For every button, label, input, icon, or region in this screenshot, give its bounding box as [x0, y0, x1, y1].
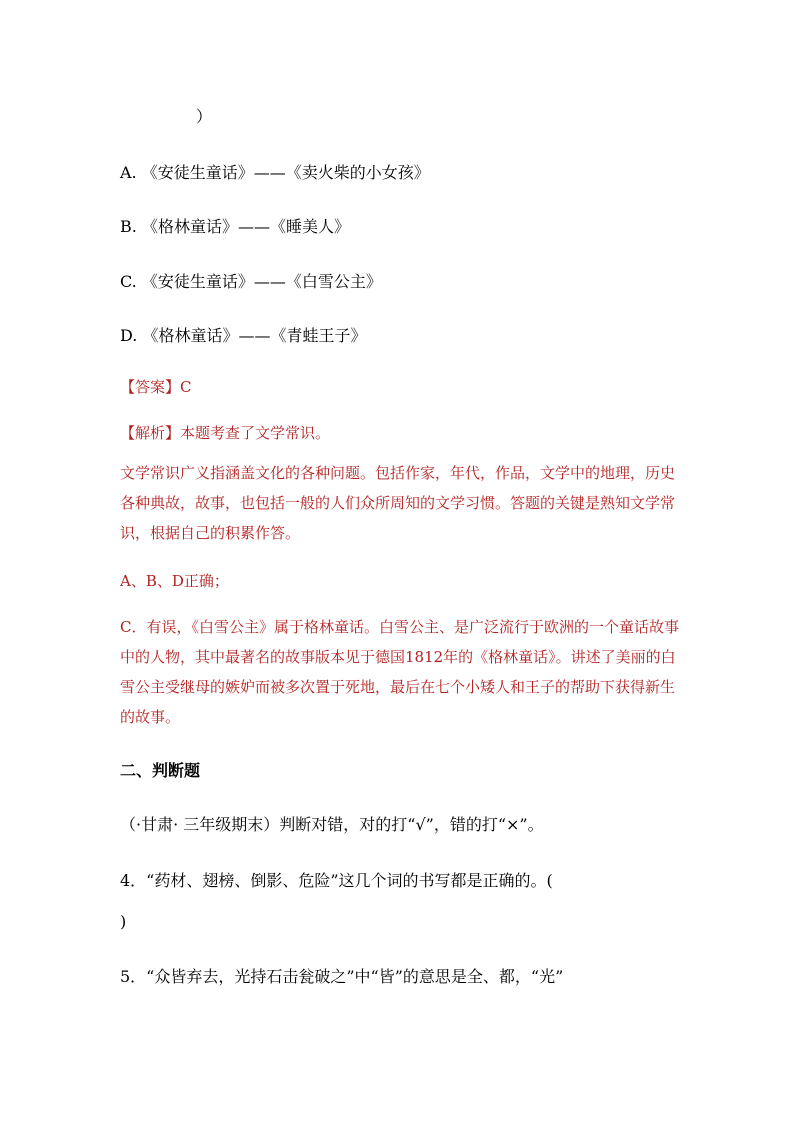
question-5-line-1: 5．“众皆弃去，光持石击瓮破之”中“皆”的意思是全、都，“光”: [120, 967, 564, 986]
analysis-correct-note: A、B、D正确；: [120, 572, 229, 590]
option-c-label: C.: [120, 272, 137, 291]
option-b: [120, 217, 350, 237]
analysis-tag: 【解析】: [120, 424, 181, 442]
option-b-label: B.: [120, 217, 137, 236]
option-d: [120, 326, 366, 346]
analysis-intro: 本题考查了文学常识。: [180, 424, 331, 442]
analysis-paragraph-1: 文学常识广义指涵盖文化的各种问题。包括作家，年代，作品，文学中的地理，历史各种典故，故事，也包括一般的人们众所周知的文学习惯。答题的关键是熟知文学常识，根据自己的积累作答。: [120, 464, 676, 542]
question-4-line-1: 4．“药材、翅榜、倒影、危险”这几个词的书写都是正确的。(: [120, 871, 553, 890]
option-a: [120, 163, 430, 183]
question-close-paren: ）: [196, 107, 213, 126]
answer-tag: 【答案】: [120, 378, 181, 396]
analysis-line: [120, 423, 330, 443]
analysis-paragraph-2: C．有误，《白雪公主》属于格林童话。白雪公主、是广泛流行于欧洲的一个童话故事中的人物，其中最著名的故事版本见于德国1812年的《格林童话》。讲述了美丽的白雪公主受继母的嫉妒而被多次置于死地，最后在七个小矮人和王子的帮助下获得新生的故事。: [120, 618, 679, 726]
option-a-text: 《安徒生童话》——《卖火柴的小女孩》: [141, 163, 430, 182]
option-d-label: D.: [120, 326, 138, 345]
answer-value: C: [180, 378, 192, 396]
option-a-label: A.: [120, 163, 137, 182]
section-2-instruction: （·甘肃· 三年级期末）判断对错，对的打“√”，错的打“×”。: [120, 815, 544, 834]
question-4-line-2: ): [120, 912, 127, 931]
option-d-text: 《格林童话》——《青蛙王子》: [142, 326, 367, 345]
option-c-text: 《安徒生童话》——《白雪公主》: [141, 272, 382, 291]
section-2-heading: 二、判断题: [120, 761, 201, 780]
option-b-text: 《格林童话》——《睡美人》: [141, 217, 350, 236]
option-c: [120, 272, 382, 292]
answer-line: [120, 377, 192, 397]
